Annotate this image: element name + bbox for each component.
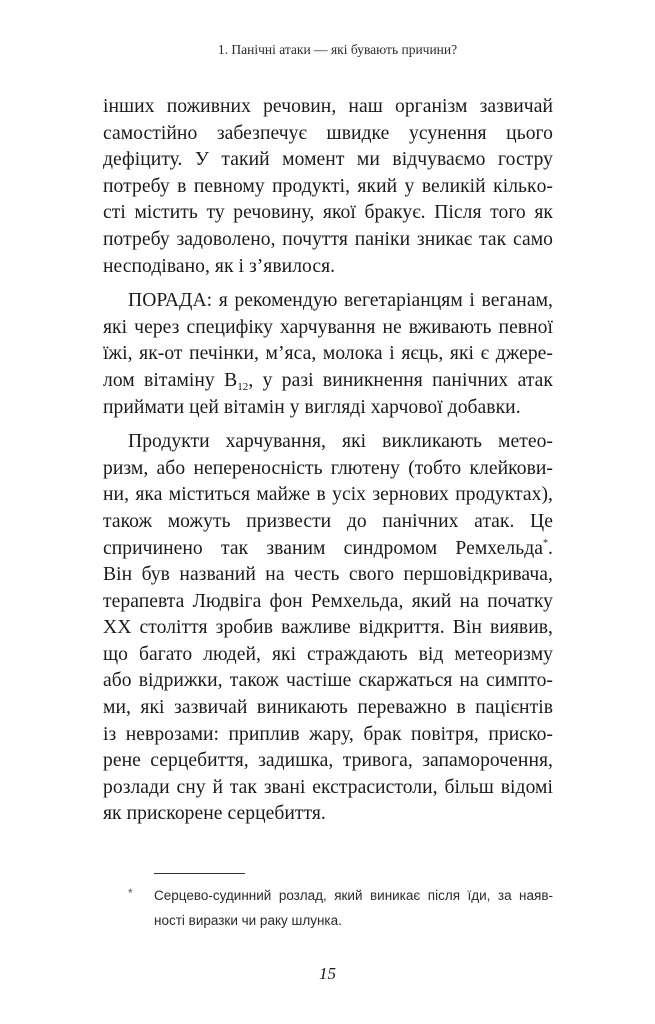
text-line: що багато людей, які страждають від метеоризму: [103, 643, 553, 665]
text-line: також можуть призвести до панічних атак. Це: [103, 510, 553, 532]
footnote-reference[interactable]: *: [542, 537, 549, 549]
footnote-divider: [154, 873, 245, 874]
text-line: які через специфіку харчування не вживають певної: [103, 316, 553, 338]
text-line: ми, які зазвичай виникають переважно в пацієнтів: [103, 697, 553, 719]
text-line: дефіциту. У такий момент ми відчуваємо гостру: [103, 149, 553, 171]
footnote: [128, 883, 553, 933]
text-line: [103, 536, 553, 563]
vitamin-subscript: 12: [237, 380, 249, 393]
text-line: сті містить ту речовину, якої бракує. Після того як: [103, 202, 553, 224]
text-fragment: спричинено так званим синдромом Ремхельда: [103, 537, 543, 559]
text-line: розлади сну й так звані екстрасистоли, більш відомі: [103, 776, 553, 798]
text-fragment: , у разі виникнення панічних атак: [248, 369, 553, 391]
footnote-text: [154, 883, 553, 933]
text-line: рене серцебиття, задишка, тривога, запаморочення,: [103, 750, 553, 772]
text-line: ПОРАДА: я рекомендую вегетаріанцям і веганам,: [128, 290, 553, 312]
text-fragment: лом вітаміну B: [103, 369, 238, 391]
page-number: 15: [319, 964, 336, 983]
text-line: Продукти харчування, які викликають метео-: [128, 431, 553, 453]
text-line: XX століття зробив важливе відкриття. Він виявив,: [103, 617, 553, 639]
text-line: ризм, або непереносність глютену (тобто клейкови-: [103, 457, 553, 479]
footnote-line: Серцево-судинний розлад, який виникає після їди, за наяв-: [154, 888, 553, 903]
text-fragment: .: [548, 537, 553, 559]
text-line: самостійно забезпечує швидке усунення цього: [103, 122, 553, 144]
running-head: 1. Панічні атаки — які бувають причини?: [217, 42, 458, 57]
text-line: несподівано, як і з’явилося.: [103, 255, 336, 277]
text-line: приймати цей вітамін у вигляді харчової добавки.: [103, 396, 521, 418]
text-line: потребу в певному продукті, який у великій кількo-: [103, 175, 553, 197]
text-line: інших поживних речовин, наш організм зазвичай: [103, 96, 553, 117]
text-line: терапевта Людвіга фон Ремхельда, який на початку: [103, 590, 553, 612]
text-line: [103, 368, 553, 395]
paragraph-2-tip: [103, 288, 553, 421]
body-text: [103, 94, 553, 828]
text-line: їжі, як-от печінки, м’яса, молока і яєць, які є джере-: [103, 343, 553, 365]
paragraph-3: [103, 429, 553, 828]
text-line: ни, яка міститься майже в усіх зернових продуктах),: [103, 484, 553, 506]
text-line: або відрижки, також частіше скаржаться на симпто-: [103, 670, 553, 692]
paragraph-1: [103, 94, 553, 280]
footnote-line: ності виразки чи раку шлунка.: [154, 913, 342, 928]
text-line: як прискорене серцебиття.: [103, 803, 326, 825]
text-line: із неврозами: приплив жару, брак повітря, приско-: [103, 723, 553, 745]
text-line: Він був названий на честь свого першовідкривача,: [103, 564, 553, 586]
footnote-marker: *: [128, 886, 133, 900]
text-line: потребу задоволено, почуття паніки зникає так само: [103, 228, 553, 250]
